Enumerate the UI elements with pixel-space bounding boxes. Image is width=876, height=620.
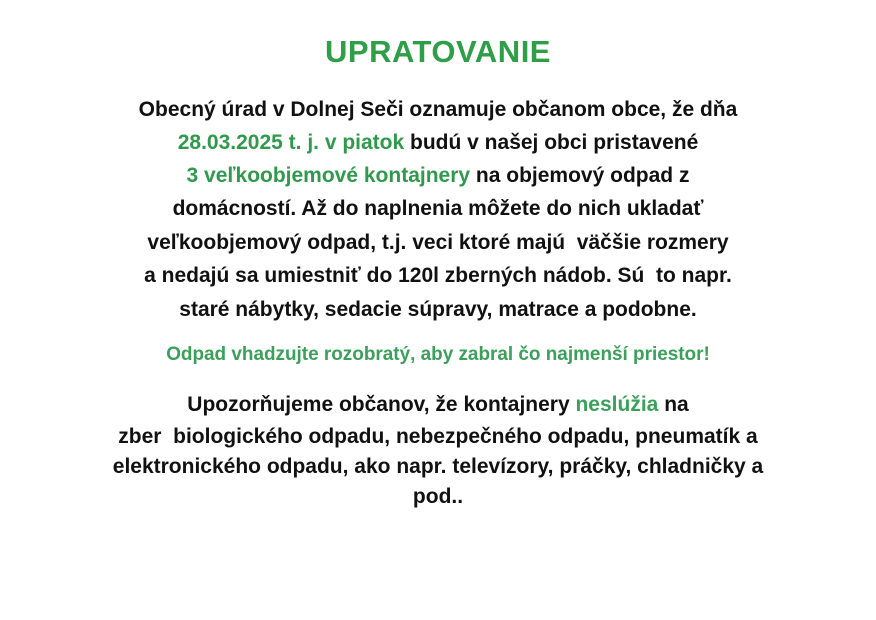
text-line: [0, 485, 876, 509]
text-line: [0, 455, 876, 479]
text-segment: staré nábytky, sedacie súpravy, matrace a podobne.: [179, 298, 697, 321]
text-line: [0, 131, 876, 155]
text-segment: pod..: [412, 485, 464, 508]
page-title: UPRATOVANIE: [325, 34, 551, 69]
text-segment: na: [658, 393, 689, 416]
text-line: [0, 164, 876, 188]
highlight-notice: Odpad vhadzujte rozobratý, aby zabral čo najmenší priestor!: [166, 344, 710, 365]
text-segment: Upozorňujeme občanov, že kontajnery: [187, 393, 576, 416]
text-segment: elektronického odpadu, ako napr. televízory, práčky, chladničky a: [112, 455, 764, 478]
text-segment: na objemový odpad z: [470, 164, 690, 187]
text-line: [0, 98, 876, 122]
text-segment: Obecný úrad v Dolnej Seči oznamuje občanom obce, že dňa: [138, 98, 738, 121]
text-line: [0, 197, 876, 221]
text-line: [0, 231, 876, 255]
text-line: [0, 425, 876, 449]
date-highlight: 28.03.2025 t. j. v piatok: [177, 131, 405, 154]
not-for-highlight: neslúžia: [575, 393, 659, 416]
text-segment: zber biologického odpadu, nebezpečného odpadu, pneumatík a: [118, 425, 758, 448]
text-line: [0, 298, 876, 322]
text-line: [0, 264, 876, 288]
text-segment: budú v našej obci pristavené: [404, 131, 699, 154]
text-segment: domácností. Až do naplnenia môžete do nich ukladať: [172, 197, 704, 220]
text-segment: veľkoobjemový odpad, t.j. veci ktoré majú väčšie rozmery: [147, 231, 729, 254]
containers-highlight: 3 veľkoobjemové kontajnery: [186, 164, 471, 187]
text-line: [0, 393, 876, 417]
text-segment: a nedajú sa umiestniť do 120l zberných nádob. Sú to napr.: [144, 264, 732, 287]
